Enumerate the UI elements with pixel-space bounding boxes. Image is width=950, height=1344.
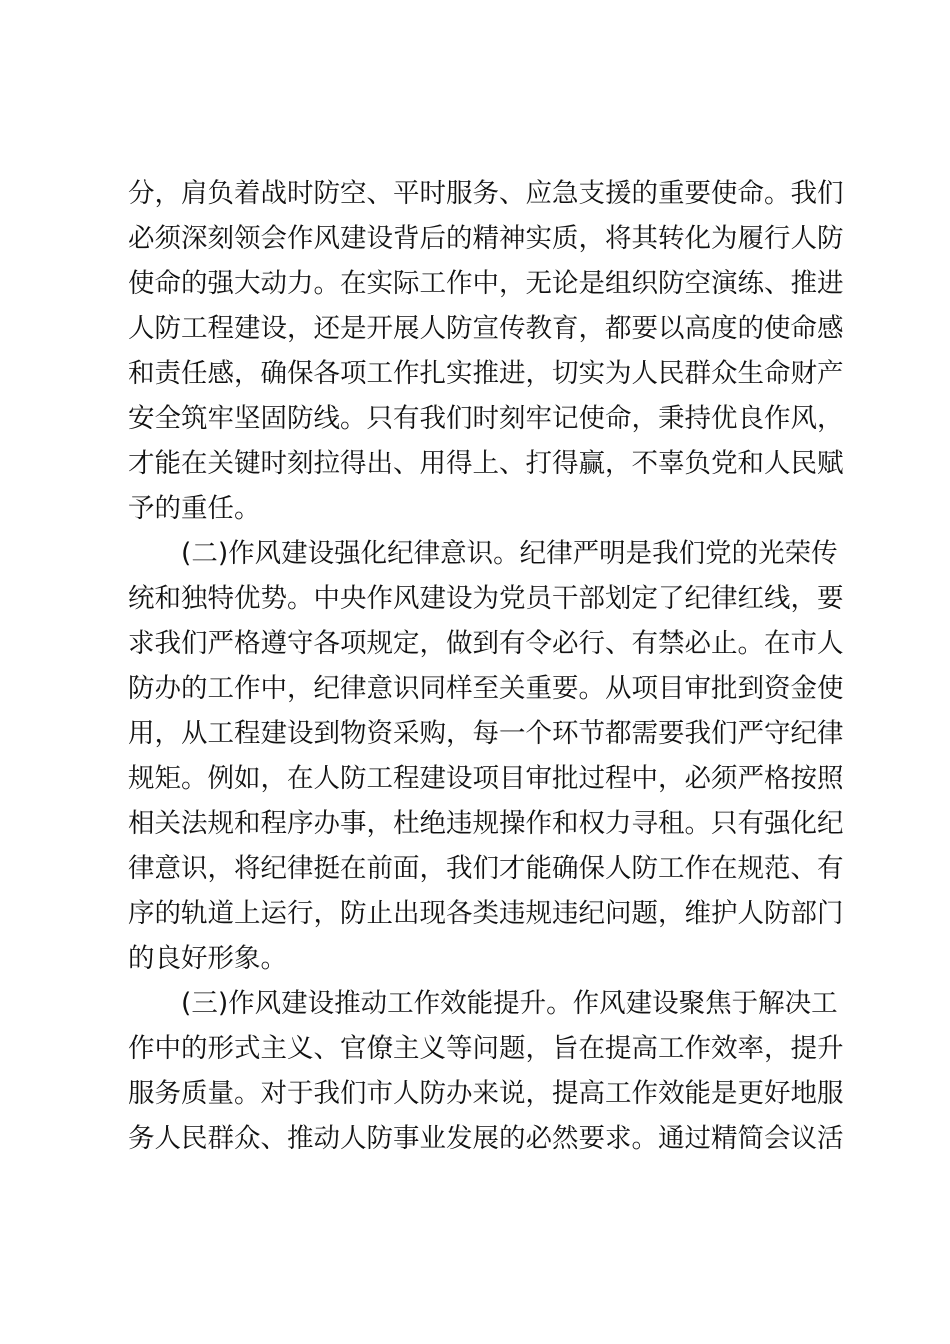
- paragraph-1-line-4: 人防工程建设，还是开展人防宣传教育，都要以高度的使命感: [128, 313, 844, 344]
- paragraph-3-line-4: 务人民群众、推动人防事业发展的必然要求。通过精简会议活: [128, 1123, 844, 1154]
- paragraph-1-line-5: 和责任感，确保各项工作扎实推进，切实为人民群众生命财产: [128, 358, 844, 389]
- paragraph-2-line-7: 相关法规和程序办事，杜绝违规操作和权力寻租。只有强化纪: [128, 808, 844, 839]
- paragraph-1-line-8: 予的重任。: [128, 493, 261, 524]
- paragraph-3-line-1: (三)作风建设推动工作效能提升。作风建设聚焦于解决工: [181, 988, 838, 1019]
- paragraph-3-line-2: 作中的形式主义、官僚主义等问题，旨在提高工作效率，提升: [128, 1033, 844, 1064]
- paragraph-2-line-2: 统和独特优势。中央作风建设为党员干部划定了纪律红线，要: [128, 583, 844, 614]
- paragraph-1-line-7: 才能在关键时刻拉得出、用得上、打得赢，不辜负党和人民赋: [128, 448, 844, 479]
- paragraph-1-line-6: 安全筑牢坚固防线。只有我们时刻牢记使命，秉持优良作风，: [128, 403, 844, 434]
- paragraph-2-line-1: (二)作风建设强化纪律意识。纪律严明是我们党的光荣传: [181, 538, 838, 569]
- paragraph-2-line-4: 防办的工作中，纪律意识同样至关重要。从项目审批到资金使: [128, 673, 844, 704]
- paragraph-2-line-10: 的良好形象。: [128, 943, 287, 974]
- paragraph-1-line-3: 使命的强大动力。在实际工作中，无论是组织防空演练、推进: [128, 268, 844, 299]
- paragraph-3-line-3: 服务质量。对于我们市人防办来说，提高工作效能是更好地服: [128, 1078, 844, 1109]
- paragraph-2-line-9: 序的轨道上运行，防止出现各类违规违纪问题，维护人防部门: [128, 898, 844, 929]
- paragraph-2-line-8: 律意识，将纪律挺在前面，我们才能确保人防工作在规范、有: [128, 853, 844, 884]
- paragraph-1-line-1: 分，肩负着战时防空、平时服务、应急支援的重要使命。我们: [128, 178, 844, 209]
- paragraph-2-line-5: 用，从工程建设到物资采购，每一个环节都需要我们严守纪律: [128, 718, 844, 749]
- paragraph-1-line-2: 必须深刻领会作风建设背后的精神实质，将其转化为履行人防: [128, 223, 844, 254]
- paragraph-2-line-6: 规矩。例如，在人防工程建设项目审批过程中，必须严格按照: [128, 763, 844, 794]
- paragraph-2-line-3: 求我们严格遵守各项规定，做到有令必行、有禁必止。在市人: [128, 628, 844, 659]
